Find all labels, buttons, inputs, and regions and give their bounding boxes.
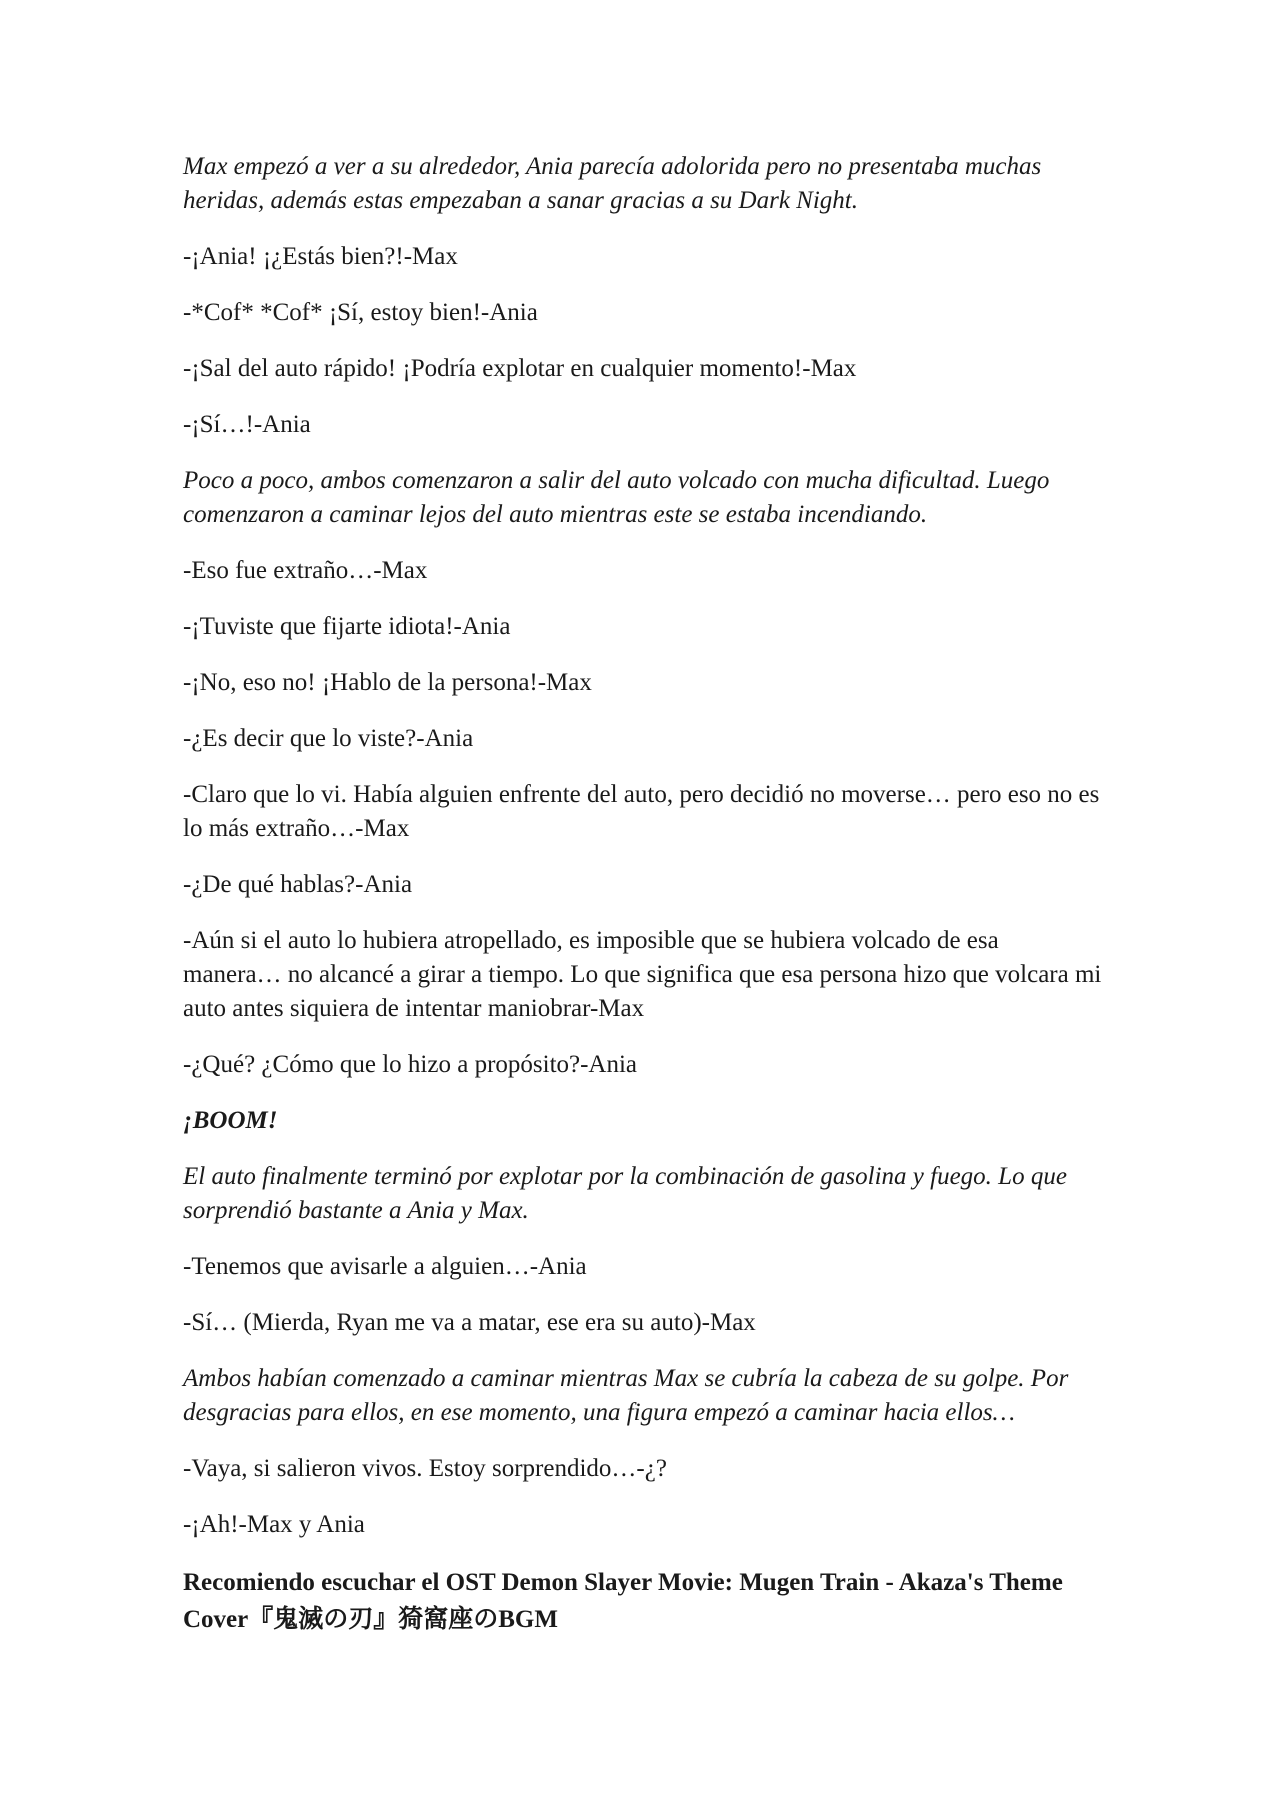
- narration-paragraph: Ambos habían comenzado a caminar mientras Max se cubría la cabeza de su golpe. Por desgracias para ellos, en ese momento, una figura empezó a caminar hacia ellos…: [183, 1365, 1069, 1426]
- sound-effect: ¡BOOM!: [183, 1107, 278, 1134]
- narration-paragraph: El auto finalmente terminó por explotar por la combinación de gasolina y fuego. Lo que sorprendió bastante a Ania y Max.: [183, 1163, 1067, 1224]
- dialogue-line: -Aún si el auto lo hubiera atropellado, es imposible que se hubiera volcado de esa manera… no alcancé a girar a tiempo. Lo que significa que esa persona hizo que volcara mi auto antes siquiera de intentar maniobrar-Max: [183, 927, 1102, 1022]
- dialogue-line: -Vaya, si salieron vivos. Estoy sorprendido…-¿?: [183, 1455, 667, 1482]
- music-recommendation: Recomiendo escuchar el OST Demon Slayer Movie: Mugen Train - Akaza's Theme Cover『鬼滅の刃』猗窩座のBGM: [183, 1569, 1063, 1633]
- dialogue-line: -¿De qué hablas?-Ania: [183, 871, 413, 898]
- dialogue-line: -¡Sí…!-Ania: [183, 411, 311, 438]
- narration-paragraph: Max empezó a ver a su alrededor, Ania parecía adolorida pero no presentaba muchas heridas, además estas empezaban a sanar gracias a su Dark Night.: [183, 153, 1042, 214]
- dialogue-line: -¡Ah!-Max y Ania: [183, 1511, 365, 1538]
- narration-paragraph: Poco a poco, ambos comenzaron a salir del auto volcado con mucha dificultad. Luego comenzaron a caminar lejos del auto mientras este se estaba incendiando.: [183, 467, 1050, 528]
- dialogue-line: -¿Qué? ¿Cómo que lo hizo a propósito?-Ania: [183, 1051, 638, 1078]
- dialogue-line: -Tenemos que avisarle a alguien…-Ania: [183, 1253, 587, 1280]
- dialogue-line: -Claro que lo vi. Había alguien enfrente del auto, pero decidió no moverse… pero eso no es lo más extraño…-Max: [183, 781, 1100, 842]
- dialogue-line: -Sí… (Mierda, Ryan me va a matar, ese era su auto)-Max: [183, 1309, 756, 1336]
- dialogue-line: -Eso fue extraño…-Max: [183, 557, 428, 584]
- dialogue-line: -¡Tuviste que fijarte idiota!-Ania: [183, 613, 511, 640]
- dialogue-line: -¡Sal del auto rápido! ¡Podría explotar en cualquier momento!-Max: [183, 355, 857, 382]
- document-body: [183, 150, 1103, 1660]
- dialogue-line: -*Cof* *Cof* ¡Sí, estoy bien!-Ania: [183, 299, 538, 326]
- dialogue-line: -¡Ania! ¡¿Estás bien?!-Max: [183, 243, 458, 270]
- dialogue-line: -¡No, eso no! ¡Hablo de la persona!-Max: [183, 669, 592, 696]
- dialogue-line: -¿Es decir que lo viste?-Ania: [183, 725, 474, 752]
